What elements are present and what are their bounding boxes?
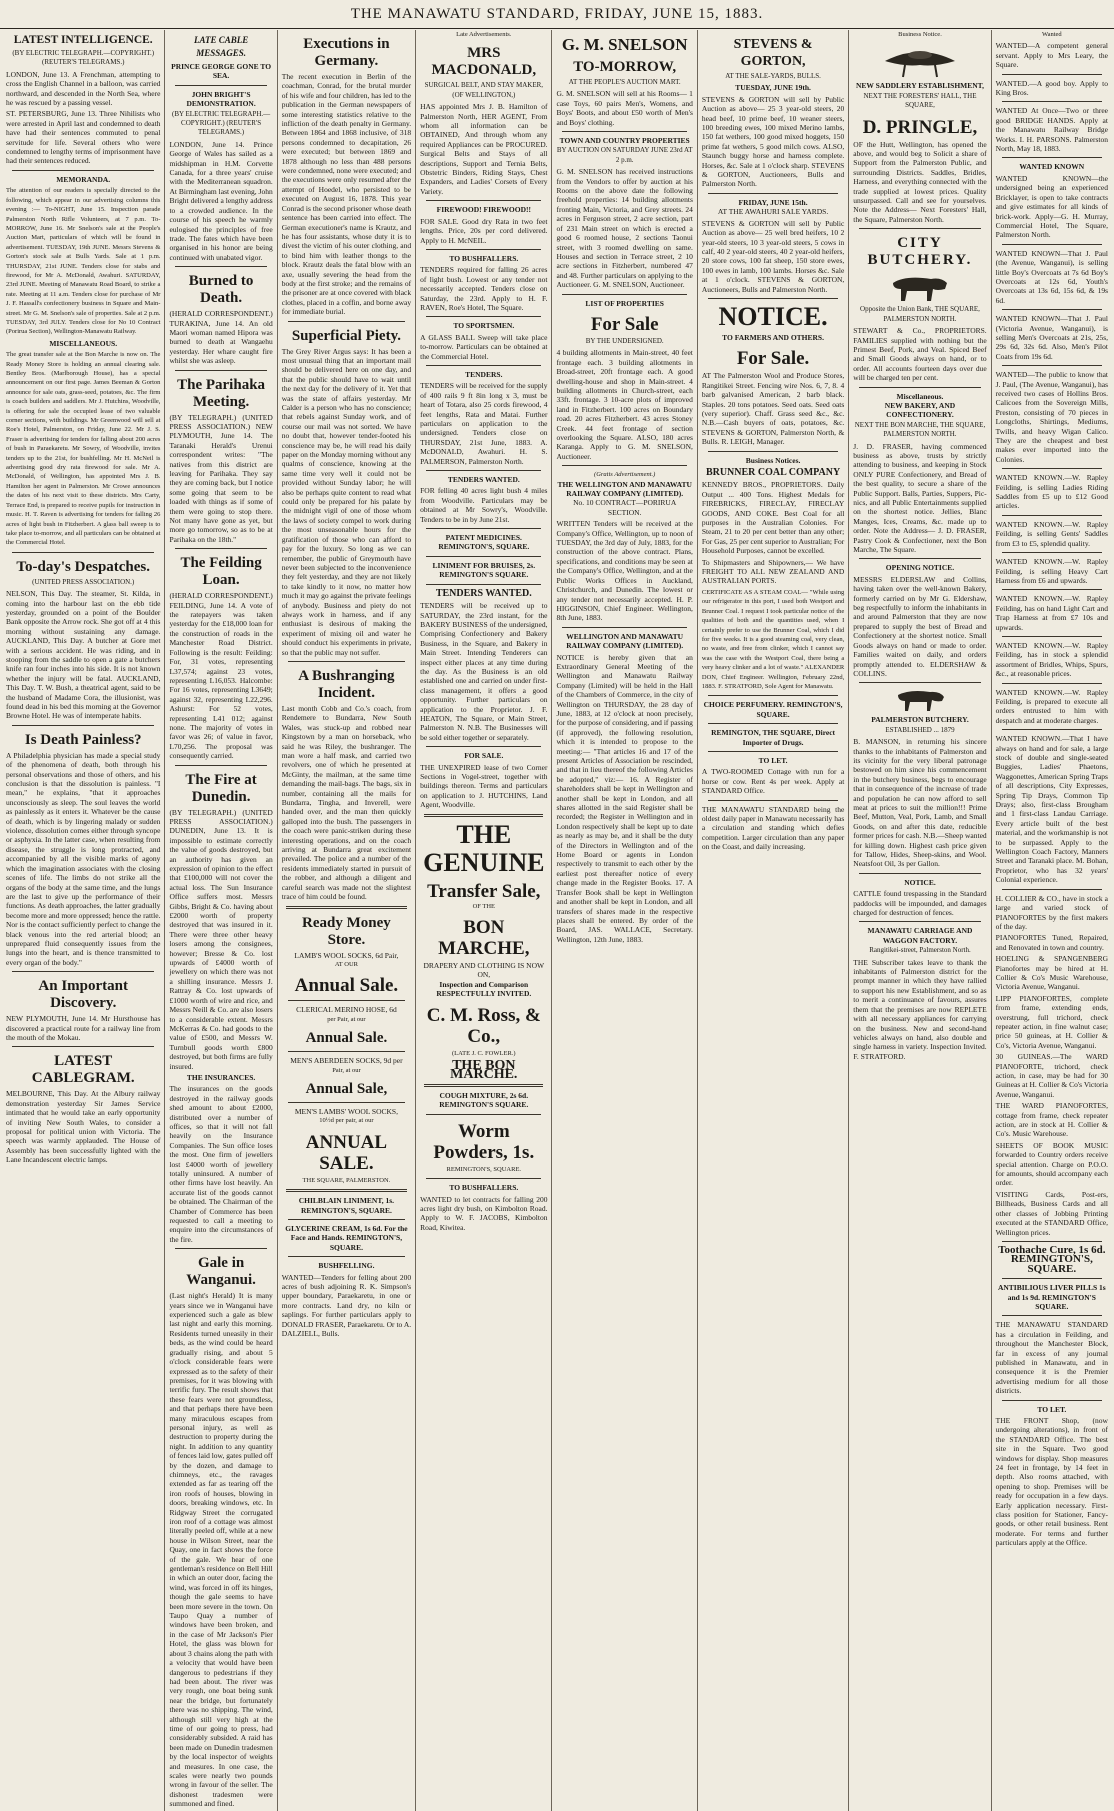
divider	[708, 800, 838, 801]
annual-sale: Annual Sale.	[305, 1030, 388, 1047]
divider	[12, 971, 154, 972]
ad-line: AT THE AWAHURI SALE YARDS.	[717, 207, 829, 217]
divider	[1002, 589, 1102, 590]
ad-subline: NEXT THE BON MARCHE, THE SQUARE, PALMERSTON NORTH.	[854, 420, 986, 439]
divider	[288, 1219, 405, 1220]
ad-text: WANTED KNOWN.—W. Rapley Feilding, has on hand Light Cart and Trap Harness at from £7 10s and upwards.	[995, 594, 1108, 632]
tomorrow-heading: TO-MORROW,	[573, 59, 677, 75]
bushfelling-heading: BUSHFELLING.	[318, 1261, 375, 1271]
railway-heading: WELLINGTON AND MANAWATU RAILWAY COMPANY (LIMITED).	[566, 631, 684, 651]
ad-line: CHILBLAIN LINIMENT, 1s. REMINGTON'S, SQUARE.	[298, 1196, 395, 1215]
divider	[286, 906, 407, 909]
annual-sale: ANNUAL SALE.	[305, 1131, 388, 1174]
ad-text: WANTED—A competent general servant. Apply to Mrs Leary, the Square.	[995, 41, 1108, 70]
divider	[12, 170, 154, 171]
ad-text: TENDERS will be received up to SATURDAY, the 23rd instant, for the BAKERY BUSINESS of the undersigned, Comprising Confectionery and Bakery Business, in the Square, and Bakery in Main Street. Intending Tenderers can inspect either places at any time during the day. As the Business is an old established one and carried on under first-class management, it offers a good opportunity. Further particulars on application to the Proprietor. J. F. HEATON, The Square, or Main Street, Palmerston N. N.B. The Businesses will be sold either together or separately.	[420, 601, 548, 742]
source-line: (BY ELECTRIC TELEGRAPH.—COPYRIGHT.) (REUTER'S TELEGRAMS.)	[12, 49, 155, 67]
bull-illustration	[885, 271, 955, 303]
tenders-wanted-heading: TENDERS WANTED.	[435, 587, 532, 599]
ad-line: (Gratis Advertisement.)	[594, 471, 656, 479]
sportsmen-heading: TO SPORTSMEN.	[453, 321, 515, 331]
bushfallers-heading: TO BUSHFALLERS.	[449, 1183, 519, 1193]
divider	[1002, 101, 1102, 102]
stevens-gorton-heading: STEVENS & GORTON,	[733, 37, 813, 69]
divider	[12, 725, 154, 726]
late-ads-heading: Late Advertisements.	[456, 31, 512, 38]
ad-line: GLYCERINE CREAM, 1s 6d. For the Face and Hands. REMINGTON'S, SQUARE.	[285, 1223, 408, 1252]
divider	[426, 746, 541, 747]
cablegram-text: MELBOURNE, This Day. At the Albury railway demonstration yesterday Sir James Service intimated that he would take an early opportunity of inviting New South Wales, to consider a proposal for political union with Victoria. The speech was warmly applauded. The House of Assembly has been successfully lighted with the Lane Incandescent electric lamps.	[6, 1089, 161, 1165]
notice-heading: NOTICE.	[904, 877, 936, 887]
saddlery-heading: NEW SADDLERY ESTABLISHMENT,	[855, 81, 984, 91]
ad-line: REMINGTON, THE SQUARE, Direct Importer of Drugs.	[711, 728, 836, 747]
ad-line: THE SQUARE, PALMERSTON.	[302, 1176, 391, 1184]
divider	[288, 1051, 405, 1052]
divider	[1002, 468, 1102, 469]
ad-text: THE MANAWATU STANDARD being the oldest daily paper in Manawatu necessarily has a circulation and standing which defies competition. Larger circulation than any paper on the Coast, and daily increasing.	[701, 804, 845, 852]
carriage-factory-heading: MANAWATU CARRIAGE AND WAGGON FACTORY.	[867, 926, 973, 945]
column-3	[278, 30, 416, 1811]
ad-line: OF THE	[472, 902, 496, 910]
genuine-heading: THE GENUINE	[423, 819, 545, 877]
tenders-heading: TENDERS.	[465, 369, 503, 379]
gale-text: (Last night's Herald) It is many years since we in Wanganui have experienced such a gale as blew last night and early this morning. Residents turned uneasily in their beds, as the wind could be heard gradually rising, and about 5 o'clock considerable fears were expressed as to the safety of their premises, for it was blowing with terrific fury. The result shows that these fears were not groundless, and that perhaps there have been many miraculous escapes from personal injury, as well as destruction to property during the night. In addition to any quantity of fences laid low, gates pulled off by the dozen, and damage to chimneys, etc., the ravages extended as far as tearing off the iron roofs of houses, blowing in doors, breaking windows, etc. In Ridgway Street the corrugated iron roof of a cottage was almost literally peeled off, while at a new house in Wilson Street, near the Quay, one in fact shows the force of the gale. We hear of one gentleman's residence on Bell Hill in which an outer door, facing the wind, was forced in off its hinges, though the gale seems to have been more severe in the town. On Taupo Quay a number of windows have been broken, and in the case of Mr Jackson's Pier Hotel, the glass was blown for about 3 chains along the path with a velocity that would have been dangerous to pedestrians if they had been about. The river was very rough, one boat being sunk near the bridge, but fortunately there was no shipping. The wind, although still very high at the time of our going to press, had considerably subsided. A raid has been made on Dunedin tradesmen by the local inspector of weights and measures. In one case, the scales were nearly two pounds wrong in favour of the seller. The dishonest tradesmen were summoned and fined.	[169, 1291, 273, 1809]
divider	[1002, 157, 1102, 158]
column-2	[165, 30, 277, 1811]
ad-line: CLERICAL MERINO HOSE, 6d	[296, 1005, 397, 1015]
ad-text: WANTED KNOWN—That J. Paul (the Avenue, Wanganui), is selling little Boy's Overcoats at 7s 6d Boy's Overcoats at 12s 6d, Youth's Overcoats at 13s 6d, 15s 6d, & 19s 6d.	[995, 248, 1108, 305]
divider	[859, 228, 980, 229]
source-line: (BY ELECTRIC TELEGRAPH.—COPYRIGHT.) (REUTER'S TELEGRAMS.)	[171, 109, 271, 137]
divider	[424, 1084, 543, 1087]
business-notice-heading: Business Notice.	[898, 31, 942, 38]
divider	[288, 321, 405, 322]
to-let-heading: TO LET.	[1037, 1404, 1067, 1414]
ad-text: HAS appointed Mrs J. B. Hamilton of Palmerston North, HER AGENT, From whom all information can be OBTAINED, And through whom any required Appliances can be PROCURED. Surgical Belts and Stays of all descriptions, Support and Ternia Belts, Obstetric Binders, Riding Stays, Chest Expanders, and Ladies' Corsets of Every Variety.	[420, 102, 548, 196]
divider	[859, 873, 980, 874]
list-heading: LIST OF PROPERTIES	[585, 298, 664, 308]
divider	[12, 1046, 154, 1047]
column-8	[992, 30, 1112, 1811]
piety-text: The Grey River Argus says: It has been a most unusual thing that an important mail should be delivered here on one day, and that the public should have to wait until the next day for the delivery of it. Yet that was the state of affairs yesterday. Mr Calder is a person who has no conscience; that rebels against Sunday work, and of course our mail was not sorted. We have no doubt that, however tender-footed his conscience may be, he will read his daily paper on the Monday morning without any qualms of conscience, knowing at the same time very well it could not be provided without Sunday labor; he will also be perhaps quite content to read what could only be prepared for his palate by the midnight vigil of one of those whom the laws of society compel to work during the most unseasonable hours for the gratification of those who can afford to pay for the luxury. So long as we can remember, the public of Greymouth have never been subjected to the inconvenience they felt yesterday, and they are not likely to take kindly to it now, no matter how much it may go against the private feelings of anybody. Business and piety do not always work in harness, and if any enthusiast is desirous of making the experiment of mixing oil and water he should conduct his experiments in private, so that the public may not suffer.	[281, 346, 412, 657]
divider	[286, 1189, 407, 1192]
divider	[1002, 1241, 1102, 1242]
ad-text: MESSRS ELDERSLAW and Collins, having taken over the well-known Bakery, formerly carried on by Mr G. Eldershaw, beg respectfully to inform the inhabitants in and around Palmerston that they are now prepared to supply the best of Bread and Confectionery at the shortest notice. Small Goods always on hand or made to order. Families waited on daily, and orders promptly attended to. ELDERSHAW & COLLINS.	[853, 574, 987, 678]
brunner-heading: BRUNNER COAL COMPANY	[705, 467, 841, 478]
wanted-heading: Wanted	[1041, 31, 1062, 38]
executions-text: The recent execution in Berlin of the coachman, Conrad, for the brutal murder of his wife and four children, has led to the publication in the German newspapers of some interesting statistics relative to the infliction of the death penalty in Germany. Between 1864 and 1868 inclusive, of 318 persons condemned to decapitation, 26 were executed; but between 1869 and 1878 although no less than 488 persons were condemned, none were executed; and the executions were only resumed after the attempt of Hoedel, who persisted to be executed on August 16, 1878. This year Conrad is the second prisoner whose death sentence has been carried into effect. The German executioner's name is Krautz, and he has four assistants, whose duty it is to divest the victim of his outer clothing, and to bind him with leather thongs to the block. Krautz deals the fatal blow with an axe, usually severing the head from the body at the first stroke; and the remains of the prisoner are at once covered with black clothes, placed in a coffin, and borne away for immediate burial.	[281, 72, 412, 317]
for-sale-heading: FOR SALE.	[464, 751, 504, 761]
divider	[175, 765, 266, 766]
town-country-heading: TOWN AND COUNTRY PROPERTIES	[559, 136, 690, 146]
railway-heading: THE WELLINGTON AND MANAWATU RAILWAY COMPANY (LIMITED).	[557, 479, 692, 499]
contract-heading: No. 10 CONTRACT—PORIRUA SECTION.	[573, 498, 677, 517]
divider	[708, 193, 838, 194]
ad-text: NOTICE is hereby given that an Extraordinary General Meeting of the Wellington and Manawatu Railway Company (Limited) will be held in the Hall of the Chambers of Commerce, in the city of Wellington on THURSDAY, the 28 day of June, 1883, at 12 o'clock at noon precisely, for the purpose of considering, and if passing (if approved), the following resolution, which it is intended to propose to the meeting:— "That articles 16 and 17 of the present Articles of Association be rescinded, and that in lieu thereof the following Articles be adopted," viz:— 16. A Register of shareholders shall be kept in Wellington and another shall be kept in London, and all shares allotted in the said Register shall be recorded; the Register in Wellington and in London respectively shall be kept up to date as nearly as may be, and it shall be the duty of the Directors in Wellington and of the Home Board or agents in London respectively to transmit to each other by the earliest post thereafter notice of every change made in the Register Books. 17. A Transfer Book shall be kept in Wellington and another shall be kept in London, and all transfers of shares made in the respective places shall be entered. By order of the Board, JAS. WALLACE, Secretary. Wellington, 12th June, 1883.	[556, 652, 693, 944]
gale-heading: Gale in Wanganui.	[186, 1255, 256, 1289]
ad-text: PIANOFORTES Tuned, Repaired, and Renovated in town and country.	[995, 933, 1108, 952]
ad-text: THE UNEXPIRED lease of two Corner Sections in Vogel-street, together with buildings thereon. Terms and particulars on application to J. HUTCHINS, Land Agent, Woodville.	[420, 762, 548, 810]
bright-heading: JOHN BRIGHT'S DEMONSTRATION.	[186, 89, 256, 109]
parihaka-text: (BY TELEGRAPH.) (UNITED PRESS ASSOCIATION.) NEW PLYMOUTH, June 14. The Taranaki Herald's Urenui correspondent writes: "The natives from this district are leaving for Parihaka. They say they are coming back, but I notice some going that seem to be loaded with things as if some of them were going to stop there. Not many have gone as yet, but more go tomorrow, so as to be at Parihaka on the 18th."	[169, 412, 273, 544]
divider	[859, 921, 980, 922]
ad-subline: BY THE UNDERSIGNED.	[585, 336, 664, 345]
ad-text: THE FRONT Shop, (now undergoing alterations), in front of the STANDARD Office. The best site in the Square. Two good windows for display. Shop measures 24 feet in frontage, by 14 feet in depth. Also rooms attached, with opening to shop. Premises will be ready for occupation in a few days. Early application necessary. First-class position for Stationer, Fancy-goods, or other retail business. Rent moderate. For terms and further particulars apply at the Office.	[995, 1416, 1108, 1548]
death-text: A Philadelphia physician has made a special study of the phenomena of death, both through his personal observations and those of others, and his conclusion is that the dissolution is painless. "I mean," he explains, "that it approaches unconsciously as sleep. The soul leaves the world as painlessly as it enters it. Whatever be the cause of death, which is by lingering malady or sudden violence, dissolution comes either through syncope or asphyxia. In the latter case, when resulting from disease, the struggle is long protracted, and accompanied by all the visible marks of agony which the imagination associates with the closing scenes of life. The limbs do not strike all the organs of the body at the same time, and the lungs are the last to give up the performance of their functions. As death approaches, the latter gradually become more and more oppressed; hence the rattle. Nor is the contact sufficiently perfect to change the black venous into the red arterial blood; an unprepared fluid consequently issues from the lungs into the heart, and is thence transmitted to every organ of the body."	[6, 750, 161, 967]
ad-text: H. COLLIER & CO., have in stock a large and varied stock of PIANOFORTES by the first makers of the day.	[995, 893, 1108, 931]
ad-line: TUESDAY, JUNE 19th.	[735, 83, 811, 93]
ad-line: COUGH MIXTURE, 2s 6d. REMINGTON'S SQUARE.	[439, 1090, 529, 1110]
ad-subline: AT THE SALE-YARDS, BULLS.	[725, 72, 821, 80]
article-text: LONDON, June 13. A Frenchman, attempting to cross the English Channel in a balloon, was carried northward, and descended in the North Sea, where he was rescued by a passing vessel.	[6, 69, 161, 108]
column-6	[698, 30, 849, 1811]
misc-text: The great transfer sale at the Bon Marche is now on. The Ready Money Store is holding an annual clearing sale. Bentley Bros. (Marlborough House), has a special announcement on our first page. James Beeman & Gorton announce for sale oats, grass-seed, potatoes, &c. The firm is coach builders and saddlers. Mr J. Hutchins, Woodville, is offering for sale the occupied lease of two valuable corner sections, with buildings. Mr Greenwood will sell at Roe's Hotel, Palmerston, on Friday, June 22. Mr J. S. Fraser is advertising for tenders for falling about 200 acres of bush in Paraekaretu. Mr Sowry, of Woodville, invites tenders up to the 21st, for bushfelling. Mr H. McNeil is advertising good dry rata firewood for sale. Mr A. McDonald, of Wellington, has appointed Mrs J. B. Hamilton her agent in Palmerston. Mr Crowe announces the dates of his next visit to these districts. Mrs Carty, Terrace End, is prepared to receive pupils for instruction in music. H. T. Raven is advertising for tenders for falling 26 acres of light bush in Fitzherbert. A glass ball sweep is to take place to-morrow, and all particulars can be obtained at the Commercial Hotel.	[6, 351, 161, 547]
annual-sale: Annual Sale.	[294, 975, 399, 997]
ad-text: FOR felling 40 acres light bush 4 miles from Woodville. Particulars may be obtained at Mr Sowry's, Woodville. Tenders to be in by June 21st.	[420, 486, 548, 524]
ad-text: G. M. SNELSON will sell at his Rooms— 1 case Toys, 60 pairs Men's, Womens, and Boys' Boots, and about £50 worth of Men's and Boys' clothing.	[556, 89, 693, 127]
ad-text: WANTED—The public to know that J. Paul, (The Avenue, Wanganui), has received two cases of Hollins Bros. Calicoes from the Sovereign Mills, Preston, consisting of 70 pieces in Longcloths, Shirtings, Mediums, Twills, and heavy Wigan Calico. They are the cheapest and best makes ever imported into the Colonies.	[995, 370, 1108, 464]
ad-text: WANTED KNOWN.—W. Rapley Feilding, has in stock a splendid assortment of Bridles, Whips, Spurs, &c., at reasonable prices.	[995, 640, 1108, 679]
ad-text: 4 building allotments in Main-street, 40 feet frontage each. 3 building allotments in Broad-street, 20ft frontage each. A good dwelling-house and shop in Main-street. 4 building allotments in Church-street, each 33ft. frontage. 3 10-acre plots of improved land in Fitzherbert. 100 acres on Boundary road. 20 acres Fitzherbert. 43 acres Stoney Creek. 44 feet frontage of section overlooking the Square. ALSO, 180 acres Karanga. Apply to G. M. SNELSON, Auctioneer.	[556, 348, 693, 461]
divider	[562, 131, 686, 132]
latest-intelligence-heading: LATEST INTELLIGENCE.	[13, 34, 153, 46]
ad-text: TENDERS required for falling 26 acres of light bush. Lowest or any tender not necessarily accepted. Tenders close on Saturday, the 23rd. Apply to H. F. RAVEN, Roe's Hotel, The Square.	[420, 265, 548, 312]
death-heading: Is Death Painless?	[24, 731, 142, 748]
despatches-heading: To-day's Despatches.	[16, 558, 151, 575]
despatches-text: NELSON, This Day. The steamer, St. Kilda, in coming into the harbour last on the ebb tide yesterday, grounded on a point of the Boulder Bank opposite the Arrow rock. She got off at 4 this morning without sustaining any damage. AUCKLAND, This Day. A butcher at Gore met with a serious accident. He was riding, and in stooping from the saddle to open a gate a butchers knife ran four inches into his side. It is not known whether the injury will be fatal. AUCKLAND, This Day. T. W. Bush, a theatrical agent, said to be the husband of Madame Cora, the illusionist, was found dead in his bed this morning at the Governor Browne Hotel. He was of intemperate habits.	[6, 589, 161, 721]
palmerston-butchery-heading: PALMERSTON BUTCHERY.	[871, 715, 969, 725]
bright-text: LONDON, June 14. Prince George of Wales has sailed as a midshipman in H.M. Corvette Canada, for a three years' cruise with the Mediterranean squadron. At Birmingham last evening, John Bright delivered a lengthy address to a crowded audience. In the course of his speech he warmly eulogised the principles of free trade. The fates which have been organised in his honor are being continued with unabated vigor.	[169, 139, 273, 262]
divider	[175, 1248, 266, 1249]
column-1	[2, 30, 165, 1811]
annual-sale: Annual Sale,	[305, 1080, 388, 1097]
divider	[12, 552, 154, 553]
parihaka-heading: The Parihaka Meeting.	[177, 376, 266, 410]
divider	[1002, 365, 1102, 366]
divider	[426, 1178, 541, 1179]
divider	[1002, 515, 1102, 516]
divider	[426, 470, 541, 471]
ad-text: VISITING Cards, Post-ers, Billheads, Business Cards and all other classes of Jobbing Printing executed at the STANDARD Office, Wellington prices.	[995, 1189, 1108, 1237]
firewood-heading: FIREWOOD! FIREWOOD!!	[436, 205, 531, 215]
saddle-illustration	[875, 41, 965, 79]
misc-heading: MISCELLANEOUS.	[49, 338, 118, 348]
discovery-heading: An Important Discovery.	[38, 978, 129, 1012]
divider	[426, 584, 541, 585]
memoranda-heading: MEMORANDA.	[56, 174, 111, 184]
cablegram-heading: LATEST CABLEGRAM.	[31, 1053, 135, 1087]
divider	[1002, 889, 1102, 890]
article-text: ST. PETERSBURG, June 13. Three Nihilists who were arrested in April last and condemned to death have had their sentences commuted to penal servitude for life. Several others who were condemned to lengthy terms of imprisonment have had their sentences reduced.	[6, 109, 161, 166]
ad-text: STEVENS & GORTON will sell by Public Auction as above— 25 well bred heifers, 10 2 year-old steers, 10 3 year-old steers, 5 cows in calf, 40 2 year-old steers, 40 2 year-old heifers, 20 store cows, 100 fat sheep, 150 store ewes, 100 ewes in lamb, 100 lambs. Horses &c. Sale at 1 o'clock. STEVENS & GORTON, Auctioneers, Bulls and Palmerston North.	[701, 218, 845, 294]
ad-text: TENDERS will be received for the supply of 400 rails 9 ft 8in long x 3, must be heart of Totara, also 25 cords firewood, 4 feet lengths, Rata and Matai. Further particulars on application to the undersigned. Tenders close on THURSDAY, 21st June, 1883. A. McDONALD, Awahuri. H. S. PALMERSON, Palmerston North.	[420, 381, 548, 466]
ad-line: PATENT MEDICINES. REMINGTON'S, SQUARE.	[438, 533, 530, 552]
divider	[562, 465, 686, 466]
column-5	[552, 30, 697, 1811]
ad-line: (LATE J. C. FOWLER.)	[452, 1049, 516, 1057]
ad-subline: AT THE PEOPLE'S AUCTION MART.	[568, 78, 681, 86]
discovery-text: NEW PLYMOUTH, June 14. Mr Hursthouse has discovered a practical route for a railway line from the mouth of the Mokau.	[6, 1014, 161, 1042]
city-butchery-heading: CITY BUTCHERY.	[867, 235, 973, 269]
ad-text: LIPP PIANOFORTES, complete from frame, extending ends, overstrung, full trichord, check repeater action, in fine walnut case; price 50 guineas, at H. Collier & Co's, Victoria Avenue, Wanganui.	[995, 993, 1108, 1050]
tenders-wanted-heading: TENDERS WANTED.	[447, 475, 520, 485]
bon-marche-footer: THE BON MARCHE.	[450, 1058, 518, 1083]
divider	[424, 814, 543, 817]
columns	[2, 30, 1112, 1809]
divider	[175, 548, 266, 549]
divider	[426, 528, 541, 529]
bakery-heading: NEW BAKERY, AND CONFECTIONERY.	[884, 400, 956, 420]
ad-text: A TWO-ROOMED Cottage with run for a horse or cow. Rent 4s per week. Apply at STANDARD Office.	[701, 767, 845, 796]
divider	[859, 387, 980, 388]
ad-line: REMINGTON'S, SQUARE.	[446, 1165, 522, 1173]
ad-text: FOR SALE. Good dry Rata in two feet lengths. Price, 20s per cord delivered. Apply to H. McNEIL.	[420, 216, 548, 245]
divider	[426, 200, 541, 201]
divider	[708, 695, 838, 696]
bushranging-text: Last month Cobb and Co.'s coach, from Rendemere to Bundarra, New South Wales, was stuck-up and robbed near Kingstown by a man on horseback, who said he was Riley, the bushranger. The man wore a half mask, and carried two revolvers, one of which he presented at McGinty, the mailman, at the same time demanding the mail-bags. The bags, six in number, containing all the mails for Bundarra, Tingha, and Inverell, were handed over, and the man then quickly galloped into the bush. The passengers in the coach were panic-striken during these interesting operations, and on the coach arriving at Bundarra great excitement prevailed. The police and a number of the residents immediately started in pursuit of the robber, and although a diligent and careful search was made not the slightest trace of him could be found.	[281, 703, 412, 902]
ad-line: LINIMENT FOR BRUISES, 2s. REMINGTON'S SQUARE.	[432, 560, 536, 580]
divider	[288, 1000, 405, 1001]
for-sale-heading: For Sale.	[736, 348, 810, 370]
ad-text: J. D. FRASER, having commenced business as above, trusts by strictly attending to business, and keeping in Stock ONLY PURE Confectionery, and Bread of the best quality, to secure a share of the Public Support. Balls, Parties, Suppers, Pic-nics, and all Public Entertainments supplied on the shortest notice. Jellies, Blanc Manges, Ices, Creams, &c. made up to order. Note the Address— J. D. FRASER, Pastry Cook & Confectioner, next the Bon Marche, The Square.	[853, 441, 987, 555]
bushranging-heading: A Bushranging Incident.	[298, 667, 395, 701]
ad-text: HOELING & SPANGENBERG Pianofortes may be hired at H. Collier & Co's Music Warehouse, Victoria Avenue, Wanganui.	[995, 954, 1108, 992]
divider	[1002, 1278, 1102, 1279]
ad-subline: Rangitikei-street, Palmerston North.	[869, 946, 971, 955]
cow-illustration	[892, 687, 948, 713]
divider	[288, 661, 405, 662]
burned-heading: Burned to Death.	[188, 273, 254, 307]
masthead: THE MANAWATU STANDARD, FRIDAY, JUNE 15, 1883.	[0, 2, 1114, 29]
ad-text: WANTED KNOWN.—That I have always on hand and for sale, a large stock of double and single-seated Buggies, Ladies' Phaetons, Waggonettes, American Spring Traps of all descriptions, City Expresses, Spring Tip Drays, Common Tip Drays; also, first-class Brougham and 1 first-class Landau Carriage. Every article built of the best material, and the workmanship is not to be surpassed. Apply to the Wellington Coach Factory, Manners Street and Taranaki place. M. Bohan, Proprietor, who has 32 years' Colonial experience.	[995, 734, 1108, 885]
divider	[1002, 1315, 1102, 1316]
ad-text: WANTED KNOWN.—W. Rapley Feilding, is prepared to execute all orders entrusted to him with despatch and at moderate charges.	[995, 687, 1108, 725]
ad-text: OF the Hutt, Wellington, has opened the above, and would beg to Solicit a share of Support from the Palmerston Public, and surrounding Districts. Saddles, Bridles, Harness, and everything connected with the trade supplied at lowest prices. Quality unsurpassed. Call and see for yourselves. Note the Address— Next Foresters' Hall, the Square, Palmerston North.	[853, 139, 987, 224]
ad-line: Inspection and Comparison RESPECTFULLY INVITED.	[436, 979, 532, 999]
ad-text: KENNEDY BROS., PROPRIETORS. Daily Output ... 400 Tons. Highest Medals for FIREBRICKS, FIRECLAY, FIRECLAY GOODS, AND COKE. Best Coal for all purposes in the Australian Colonies. For Steam, 21 to 20 per cent better than any other; For Gas, 25 per cent superior to Australian; For Household Purposes, cannot be excelled.	[701, 480, 845, 556]
ad-subline: ESTABLISHED ... 1879	[885, 725, 955, 734]
notice-heading: NOTICE.	[718, 301, 828, 331]
divider	[708, 298, 838, 299]
ad-subline: SURGICAL BELT, AND STAY MAKER, (OF WELLINGTON,)	[424, 81, 544, 99]
business-notices-heading: Business Notices.	[745, 455, 801, 465]
divider	[859, 558, 980, 559]
snelson-heading: G. M. SNELSON	[561, 35, 688, 54]
divider	[175, 266, 266, 267]
ad-line: LAMB'S WOOL SOCKS, 6d Pair,	[294, 950, 399, 960]
divider	[1002, 1400, 1102, 1401]
ad-text: WANTED KNOWN.—W. Rapley Feilding, is selling Ladies Riding Saddles from £5 up to £12 Good articles.	[995, 473, 1108, 511]
ad-text: WANTED KNOWN.—W. Rapley Feilding, is selling Gents' Saddles from £3 to £5, splendid quality.	[995, 519, 1108, 548]
divider	[1002, 636, 1102, 637]
ad-subline: Opposite the Union Bank, THE SQUARE, PALMERSTON NORTH.	[860, 305, 980, 323]
executions-heading: Executions in Germany.	[303, 36, 390, 69]
transfer-sale: Transfer Sale,	[427, 880, 541, 902]
ad-text: THE WARD PIANOFORTES, cottage from frame, check repeater action, are in stock at H. Collier & Co's. Music Warehouse.	[995, 1101, 1108, 1139]
for-sale-heading: For Sale	[590, 313, 659, 335]
divider	[175, 370, 266, 371]
bon-marche: BON MARCHE,	[438, 917, 530, 960]
ad-line: AT OUR	[334, 960, 359, 968]
cable-heading: LATE CABLE MESSAGES.	[193, 35, 249, 58]
divider	[288, 1256, 405, 1257]
divider	[562, 627, 686, 628]
ad-line: TO FARMERS AND OTHERS.	[722, 332, 824, 342]
ad-text: WANTED KNOWN—the undersigned being an experienced Bricklayer, is open to take contracts and give estimates for all kinds of brick-work. Apply—G. H. Murray, Commercial Hotel, The Square, Palmerston North.	[995, 173, 1108, 240]
divider	[859, 682, 980, 683]
feilding-text: (HERALD CORRESPONDENT.) FEILDING, June 14. A vote of the ratepayers was taken yesterday for the £18,000 loan for the construction of roads in the Manchester Road District. Following is the result: Feilding: For, 31 votes, representing L37,574; against 23 votes, representing L16,053. Halcombe: For 16 votes, representing L3649; against 32, representing L22,296. Ashurst: For 52 votes, representing L41 012; against none. The majority of votes in favor was 26; of value in favor, L70,256. The proposal was consequently carried.	[169, 591, 273, 761]
divider	[1002, 729, 1102, 730]
ad-text: WANTED to let contracts for falling 200 acres light dry bush, on Kimbolton Road. Apply to W. F. JACOBS, Kimbolton Road, Kiwitea.	[420, 1194, 548, 1232]
memoranda-text: The attention of our readers is specially directed to the following, which appear in our advertising columns this evening :— To-NIGHT, June 15. Inspection parade Palmerston North Rifle Volunteers, at 7 p.m. To-MORROW, June 16. Mr Snelson's sale at the People's Auction Mart, particulars of which will be found in advertisement. TUESDAY, 19th JUNE. Messrs Stevens & Gorton's stock sale at Bulls Yards. Sale at 1 p.m. THURSDAY, 21st JUNE. Tenders close for stabs and firewood, for Mr A. McDonald, Awahuri. SATURDAY, 23rd JUNE. Meeting of Manawatu Road Board, to strike a rate. Meeting at 11 a.m. Tenders close for purchase of Mr J. F. Hassall's confectionery business in Square and Main-street. Mr G. M. Snelson's sale of properties. Sale at 2 p.m. TUESDAY, 3rd JULY. Tenders close for No 10 Contract (Porirua Section), Wellington-Manawatu Railway.	[6, 187, 161, 336]
divider	[708, 751, 838, 752]
ad-line: MEN'S ABERDEEN SOCKS, 9d per	[290, 1056, 403, 1066]
divider	[426, 556, 541, 557]
dunedin-heading: The Fire at Dunedin.	[185, 771, 257, 805]
liver-pills-ad: ANTIBILIOUS LIVER PILLS 1s and 1s 9d. REMINGTON'S SQUARE.	[997, 1283, 1106, 1311]
ad-text: CATTLE found trespassing in the Standard paddocks will be impounded, and damages charged for destruction of fences.	[853, 889, 987, 918]
ad-text: 30 GUINEAS.—The WARD PIANOFORTE, trichord, check action, in case, may be had for 30 Guineas at H. Collier & Co's Victoria Avenue, Wanganui.	[995, 1052, 1108, 1099]
divider	[175, 85, 266, 86]
divider	[1002, 683, 1102, 684]
ad-text: WANTED At Once—Two or three good BRIDGE HANDS. Apply at the Manawatu Railway Bridge Works. I. H. PARSONS. Palmerston North, May 18, 1883.	[995, 106, 1108, 154]
divider	[1002, 74, 1102, 75]
ad-line: Pair, at our	[332, 1066, 361, 1074]
divider	[426, 365, 541, 366]
piety-heading: Superficial Piety.	[291, 327, 401, 344]
burned-text: (HERALD CORRESPONDENT.) TURAKINA, June 14. An old Maori woman named Hipora was burned to death at Wangaehu yesterday. Her whare caught fire whilst she was asleep.	[169, 309, 273, 366]
prince-heading: PRINCE GEORGE GONE TO SEA.	[171, 62, 272, 81]
divider	[426, 1114, 541, 1115]
divider	[1002, 244, 1102, 245]
wanted-known-heading: WANTED KNOWN	[1019, 162, 1085, 172]
ad-text: WANTED.—A good boy. Apply to King Bros.	[995, 78, 1108, 98]
ad-subline: NEXT THE FORESTERS' HALL, THE SQUARE,	[863, 91, 977, 110]
ad-text: WANTED KNOWN.—W. Rapley Feilding, is selling Heavy Cart Harness from £6 and upwards.	[995, 557, 1108, 585]
ad-text: To Shipmasters and Shipowners,— We have FREIGHT TO ALL NEW ZEALAND AND AUSTRALIAN PORTS.	[701, 557, 845, 586]
ad-line: per Pair, at our	[327, 1015, 366, 1023]
source-line: (UNITED PRESS ASSOCIATION.)	[32, 577, 135, 586]
divider	[1002, 552, 1102, 553]
ad-line: MEN'S LAMBS' WOOL SOCKS,	[294, 1106, 398, 1116]
dunedin-text: (BY TELEGRAPH.) (UNITED PRESS ASSOCIATION.) DUNEDIN, June 13. It is impossible to estimate correctly the value of goods destroyed, but an authority has given an expression of opinion to the effect that £100,000 will not cover the actual loss. The Sun Insurance Office suffers most. Messrs Gibbs, Bright & Co. having about £2000 worth of property destroyed that was insured in it. There were three other heavy losers among the consignees, however; Bresse & Co. lost upwards of £4000 worth of jewellery on which there was not a shilling insurance. Messrs J. Rattray & Co. lost upwards of £1000 worth of wire and rice, and Messrs Neill & Co. are also losers to a considerable extent. Messrs McKerras & Co. had goods to the value of £500, and Messrs W. Turnbull goods worth £800 destroyed, but both firms are fully insured.	[169, 807, 273, 1071]
ad-text: CERTIFICATE AS A STEAM COAL— "While using our refrigerator in this port, I used both Westport and Brunner Coal. I request I took particular notice of the qualities of both and the quantities used, when I certainly prefer to use the Brunner Coal, which I did for five weeks. It is a good steaming coal, very clean, no waste, and free from clinker, which I cannot say was the case with the Westport Coal, there being a very heavy clinker and a lot of waste." ALEXANDER DON, Chief Engineer. Wellington, February 22nd, 1883. F. STRATFORD, Sole Agent for Manawatu.	[701, 588, 845, 690]
ad-line: DRAPERY AND CLOTHING IS NOW ON,	[423, 961, 545, 980]
ad-text: SHEETS OF BOOK MUSIC forwarded to Country orders receive special attention. Charge on P.O.O. for amounts, should accompany each order.	[995, 1140, 1108, 1188]
ad-text: WANTED KNOWN—That J. Paul (Victoria Avenue, Wanganui), is selling Men's Overcoats at 21s, 25s, 29s 6d, 32s 6d. Also, Men's Pilot Coats from 19s 6d.	[995, 314, 1108, 361]
ad-text: A GLASS BALL Sweep will take place to-morrow. Particulars can be obtained at the Commercial Hotel.	[420, 332, 548, 361]
ad-line: FRIDAY, JUNE 15th.	[738, 197, 808, 207]
to-let-heading: TO LET.	[758, 755, 788, 765]
divider	[288, 1102, 405, 1103]
ad-line: CHOICE PERFUMERY. REMINGTON'S, SQUARE.	[703, 700, 843, 719]
ad-text: STEWART & Co., PROPRIETORS. FAMILIES supplied with nothing but the Primest Beef, Pork, and Veal. Spiced Beef and Small Goods always on hand, or to order. All accounts fourteen days over due will be charged ten per cent.	[853, 326, 987, 383]
column-7	[849, 30, 991, 1811]
macdonald-heading: MRS MACDONALD,	[431, 45, 537, 79]
divider	[562, 294, 686, 295]
ad-text: G. M. SNELSON has received instructions from the Vendors to offer by auction at his Rooms on the above date the following freehold properties: 14 building allotments fronting Main, Victoria, and Grey streets. 24 acres in Ferguson street, 2 acre section, part of 231 Main street on which is erected a good 6 roomed house, 2 sections Taonui street, with 3 roomed dwelling on same. Houses and section in Terrace street, 2 10 acre sections in Fitzherbert, numbered 47 and 48. Further particulars on applying to the Auctioneer. G. M. SNELSON, Auctioneer.	[556, 167, 693, 290]
toothache-ad: Toothache Cure, 1s 6d. REMINGTON'S, SQUARE.	[998, 1243, 1106, 1275]
ad-text: STEVENS & GORTON will sell by Public Auction as above— 25 3 year-old steers, 20 head beef, 10 prime beef, 10 weaner steers, 100 breeding ewes, 100 mixed Merino lambs, 150 fat wethers, 100 good mixed hoggets, 150 prime fat wethers, 5 good milch cows. ALSO, Staunch buggy horse and harness complete. Horses, &c. Sale at 1 o'clock sharp. STEVENS & GORTON, Auctioneers, Bulls and Palmerston North.	[701, 94, 845, 189]
bushfallers-heading: TO BUSHFALLERS.	[449, 253, 519, 263]
divider	[426, 316, 541, 317]
ad-text: AT The Palmerston Wool and Produce Stores, Rangitikei Street. Fencing wire Nos. 6, 7, 8. 4 barb galvanised American, 2 barb black. Staples. 20 tons potatoes. Seed oats. Seed oats (very superior). Chaff. Grass seed &c., &c. N.B.—Cash buyers of oats, potatoes, &c. STEVENS & GORTON, Palmerston North, & Bulls. R. LEIGH, Manager.	[701, 371, 845, 447]
ad-text: WRITTEN Tenders will be received at the Company's Office, Wellington, up to noon of TUESDAY, the 3rd day of July, 1883, for the construction of the above contract. Plans, specifications, and conditions may be seen at the Company's Office, Wellington, and at the Public Works Offices in Auckland, Christchurch, and Dunedin. The lowest or any tender not necessarily accepted. H. P. HIGGINSON, Chief Engineer. Wellington, 8th June, 1883.	[556, 519, 693, 623]
divider	[708, 723, 838, 724]
ready-money-heading: Ready Money Store.	[302, 914, 391, 948]
divider	[1002, 309, 1102, 310]
feilding-heading: The Feilding Loan.	[180, 555, 262, 589]
ad-subline: BY AUCTION ON SATURDAY JUNE 23rd AT 2 p.m.	[556, 146, 693, 164]
ad-text: THE MANAWATU STANDARD has a circulation in Feilding, and throughout the Manchester Block, far in excess of any journal published in Manawatu, and in consequence it is the Premier advertising medium for all those districts.	[995, 1320, 1108, 1396]
worm-powders: Worm Powders, 1s.	[433, 1120, 535, 1163]
column-4	[416, 30, 552, 1811]
divider	[708, 451, 838, 452]
opening-notice-heading: OPENING NOTICE.	[885, 563, 955, 573]
ross-name: C. M. Ross, & Co.,	[426, 1004, 541, 1047]
pringle-heading: D. PRINGLE,	[862, 116, 978, 138]
ad-text: THE Subscriber takes leave to thank the inhabitants of Palmerston district for the prompt manner in which they have rallied to support his new Establishment, and so as to merit a continuance of favours, assures them that the premises are now REPLETE with all necessary appliances for carrying on the business. New and second-hand vehicles always on hand, also double and single harness in variety. Inspection Invited. F. STRATFORD.	[853, 957, 987, 1061]
bushfelling-text: WANTED—Tenders for felling about 200 acres of bush adjoining R. K. Simpson's upper boundary, Paraekaretu, in one or more contracts. Land dry, no kiln or saplings. For further particulars apply to DONALD FRASER, Paraekaretu. Or to A. DALZIELL, Bulls.	[281, 1272, 412, 1339]
insurances-heading: THE INSURANCES.	[186, 1072, 256, 1082]
divider	[426, 249, 541, 250]
insurances-text: The insurances on the goods destroyed in the railway goods shed amount to about £2000, distributed over a number of offices, so that it will not fall heavily on the Insurance Companies. The Sun office loses the most. One firm of jewellers lost £4000 worth of jewellery totally uninsured. A number of other firms have lost heavily. An accurate list of the goods cannot be obtained. The Chairman of the Chamber of Commerce has been requested to call a meeting to enquire into the circumstances of the fire.	[169, 1084, 273, 1244]
ad-line: 10½d per pair, at our	[319, 1117, 374, 1125]
misc-heading: Miscellaneous.	[896, 391, 944, 401]
ad-text: B. MANSON, in returning his sincere thanks to the inhabitants of Palmerston and its vicinity for the very liberal patronage bestowed on him since his commencement in the butchery business, begs to encourage that in consequence of the increase of trade and population he can now afford to sell meat at prices to suit the million!!! Prime Beef, Mutton, Veal, Pork, Lamb, and Small Goods, on and after this date, reducible former prices for cash. N.B.—Sheep wanted for killing down. Highest cash price given for Tallow, Hides, Sheep-skins, and Wool. Neatsfoot Oil, 3s per Gallon.	[853, 737, 987, 869]
